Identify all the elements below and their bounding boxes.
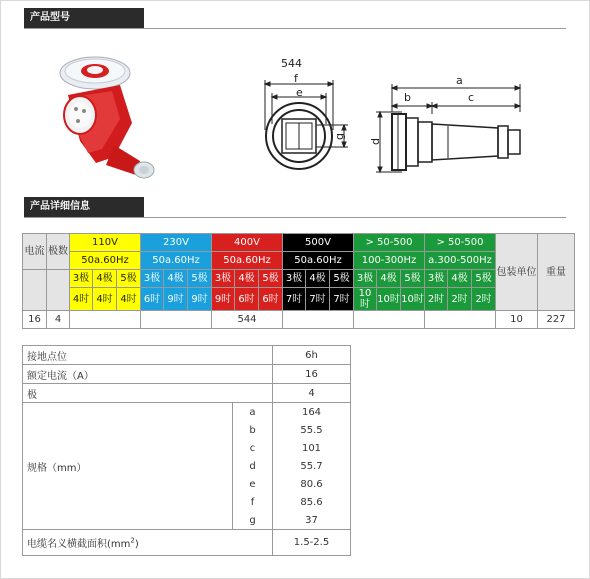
freq-cell: a.300-500Hz (425, 252, 496, 270)
info-label-poles: 极 (23, 384, 273, 403)
hour-cell: 2时 (448, 288, 472, 311)
spec-key: g (249, 514, 256, 526)
info-label-cable (23, 530, 273, 556)
dim-b-label: b (404, 91, 411, 104)
pole-cell: 4极 (448, 270, 472, 288)
spec-key: b (249, 424, 256, 436)
pole-cell: 3极 (70, 270, 93, 288)
info-value-cable: 1.5-2.5 (273, 530, 351, 556)
spec-value: 80.6 (300, 478, 323, 490)
row-packing: 10 (496, 311, 538, 329)
spec-value: 164 (301, 406, 322, 418)
hour-cell: 4时 (93, 288, 117, 311)
info-label-grounding: 接地点位 (23, 346, 273, 365)
poles-header-cont (47, 270, 70, 311)
cable-label-end: ) (134, 539, 139, 550)
hour-cell: 6时 (259, 288, 283, 311)
hour-cell: 2时 (472, 288, 496, 311)
dim-g-label: g (332, 133, 346, 140)
spec-key: c (249, 442, 256, 454)
pole-cell: 5极 (259, 270, 283, 288)
freq-cell: 50a.60Hz (141, 252, 212, 270)
pole-cell: 3极 (141, 270, 164, 288)
section-divider (24, 217, 566, 218)
pole-cell: 5极 (472, 270, 496, 288)
pole-cell: 5极 (330, 270, 354, 288)
info-label-current: 额定电流（A） (23, 365, 273, 384)
cable-label-sup: 2 (130, 536, 135, 545)
spec-value: 55.5 (300, 424, 323, 436)
freq-cell: 50a.60Hz (70, 252, 141, 270)
hour-cell: 10时 (354, 288, 377, 311)
dim-c-label: c (468, 91, 475, 104)
product-photo (40, 45, 170, 180)
pole-cell: 5极 (117, 270, 141, 288)
voltage-230: 230V (141, 234, 212, 252)
row-empty (354, 311, 425, 329)
freq-cell: 100-300Hz (354, 252, 425, 270)
hour-cell: 4时 (70, 288, 93, 311)
spec-key: a (249, 406, 256, 418)
pole-cell: 5极 (401, 270, 425, 288)
hour-cell: 9时 (164, 288, 188, 311)
freq-cell: 50a.60Hz (283, 252, 354, 270)
voltage-spec-table (22, 233, 575, 329)
row-current: 16 (23, 311, 47, 329)
spec-key: f (250, 496, 255, 508)
freq-cell: 50a.60Hz (212, 252, 283, 270)
pole-cell: 4极 (306, 270, 330, 288)
pole-cell: 4极 (93, 270, 117, 288)
pole-cell: 4极 (377, 270, 401, 288)
spec-values (273, 403, 351, 530)
hour-cell: 6时 (141, 288, 164, 311)
pole-cell: 3极 (425, 270, 448, 288)
packing-header: 包装单位 (496, 234, 538, 311)
dim-d-label: d (368, 138, 382, 145)
weight-header: 重量 (538, 234, 575, 311)
hour-cell: 7时 (330, 288, 354, 311)
info-value-grounding: 6h (273, 346, 351, 365)
voltage-500: 500V (283, 234, 354, 252)
spec-key: d (249, 460, 256, 472)
current-header-cont (23, 270, 47, 311)
hour-cell: 2时 (425, 288, 448, 311)
info-table (22, 345, 351, 556)
info-label-spec: 规格（mm） (23, 403, 233, 530)
dim-f-label: f (294, 72, 298, 85)
info-value-current: 16 (273, 365, 351, 384)
voltage-400: 400V (212, 234, 283, 252)
dim-e-label: e (296, 86, 303, 99)
voltage-50-500-b: > 50-500 (425, 234, 496, 252)
row-empty (425, 311, 496, 329)
hour-cell: 10时 (401, 288, 425, 311)
hour-cell: 6时 (235, 288, 259, 311)
row-poles: 4 (47, 311, 70, 329)
spec-value: 55.7 (300, 460, 323, 472)
voltage-110: 110V (70, 234, 141, 252)
section-header-model: 产品型号 (24, 8, 144, 28)
spec-key: e (249, 478, 256, 490)
model-number-label: 544 (281, 57, 302, 70)
pole-cell: 4极 (164, 270, 188, 288)
hour-cell: 10时 (377, 288, 401, 311)
spec-keys (233, 403, 273, 530)
cable-label-text: 电缆名义横截面积(mm (27, 539, 131, 550)
front-view-drawing (258, 72, 358, 182)
spec-value: 37 (305, 514, 318, 526)
hour-cell: 7时 (306, 288, 330, 311)
row-empty (141, 311, 212, 329)
hour-cell: 4时 (117, 288, 141, 311)
pole-cell: 3极 (354, 270, 377, 288)
pole-cell: 5极 (188, 270, 212, 288)
row-weight: 227 (538, 311, 575, 329)
side-view-drawing (368, 72, 533, 182)
pole-cell: 3极 (283, 270, 306, 288)
current-header: 电流 (23, 234, 47, 270)
hour-cell: 9时 (212, 288, 235, 311)
spec-value: 101 (301, 442, 322, 454)
row-empty (283, 311, 354, 329)
row-empty (70, 311, 141, 329)
section-header-details: 产品详细信息 (24, 197, 144, 217)
spec-value: 85.6 (300, 496, 323, 508)
pole-cell: 4极 (235, 270, 259, 288)
pole-cell: 3极 (212, 270, 235, 288)
info-value-poles: 4 (273, 384, 351, 403)
voltage-50-500-a: > 50-500 (354, 234, 425, 252)
hour-cell: 9时 (188, 288, 212, 311)
dim-a-label: a (456, 74, 463, 87)
poles-header: 极数 (47, 234, 70, 270)
hour-cell: 7时 (283, 288, 306, 311)
row-model: 544 (212, 311, 283, 329)
section-divider (24, 28, 566, 29)
